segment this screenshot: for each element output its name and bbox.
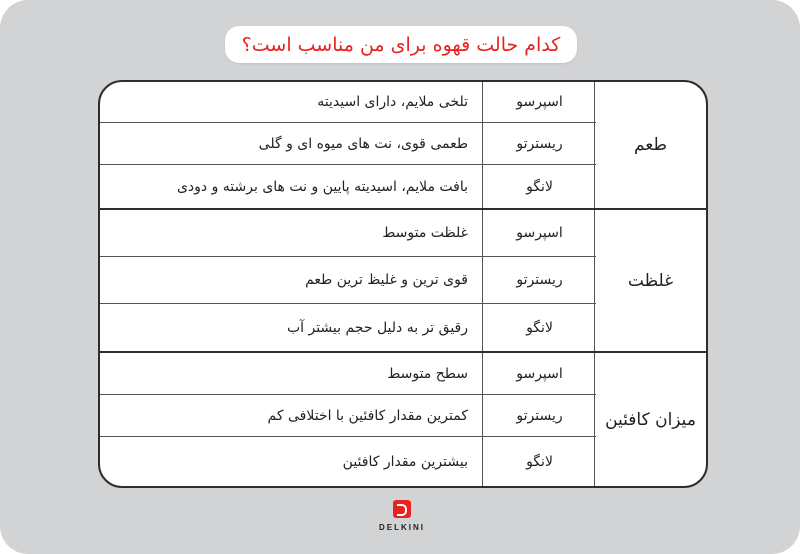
description-cell: کمترین مقدار کافئین با اختلافی کم — [267, 407, 468, 424]
coffee-name-cell: لانگو — [482, 165, 596, 208]
table-row — [100, 353, 596, 395]
description-cell: طعمی قوی، نت های میوه ای و گلی — [258, 135, 468, 152]
table-row — [100, 82, 596, 123]
delkini-logo-icon — [393, 500, 411, 518]
category-cell: غلظت — [594, 210, 706, 351]
description-cell: تلخی ملایم، دارای اسیدیته — [317, 94, 468, 110]
coffee-name-cell: لانگو — [482, 437, 596, 486]
description-cell: بافت ملایم، اسیدیته پایین و نت های برشته و دودی — [176, 178, 468, 195]
table-group-caffeine — [100, 353, 706, 486]
brand-logo-text: DELKINI — [379, 523, 425, 532]
coffee-name-cell: ریسترتو — [482, 257, 596, 303]
brand-logo — [372, 500, 432, 544]
description-cell: قوی ترین و غلیظ ترین طعم — [305, 272, 468, 288]
table-row — [100, 123, 596, 165]
description-cell: رقیق تر به دلیل حجم بیشتر آب — [286, 319, 468, 336]
coffee-name-cell: لانگو — [482, 304, 596, 351]
coffee-name-cell: اسپرسو — [482, 353, 596, 394]
coffee-name-cell: اسپرسو — [482, 210, 596, 256]
table-row — [100, 304, 596, 351]
coffee-name-cell: ریسترتو — [482, 123, 596, 164]
table-row — [100, 165, 596, 208]
table-row — [100, 257, 596, 304]
description-cell: غلظت متوسط — [382, 225, 468, 241]
table-row — [100, 210, 596, 257]
table-group-taste — [100, 82, 706, 208]
category-cell: طعم — [594, 82, 706, 208]
table-group-thickness — [100, 210, 706, 351]
page-title: کدام حالت قهوه برای من مناسب است؟ — [225, 26, 577, 63]
comparison-table — [98, 80, 708, 488]
table-row — [100, 437, 596, 486]
description-cell: بیشترین مقدار کافئین — [342, 453, 468, 470]
description-cell: سطح متوسط — [387, 365, 468, 382]
category-cell: میزان کافئین — [594, 353, 706, 486]
table-row — [100, 395, 596, 437]
coffee-name-cell: ریسترتو — [482, 395, 596, 436]
coffee-name-cell: اسپرسو — [482, 82, 596, 122]
